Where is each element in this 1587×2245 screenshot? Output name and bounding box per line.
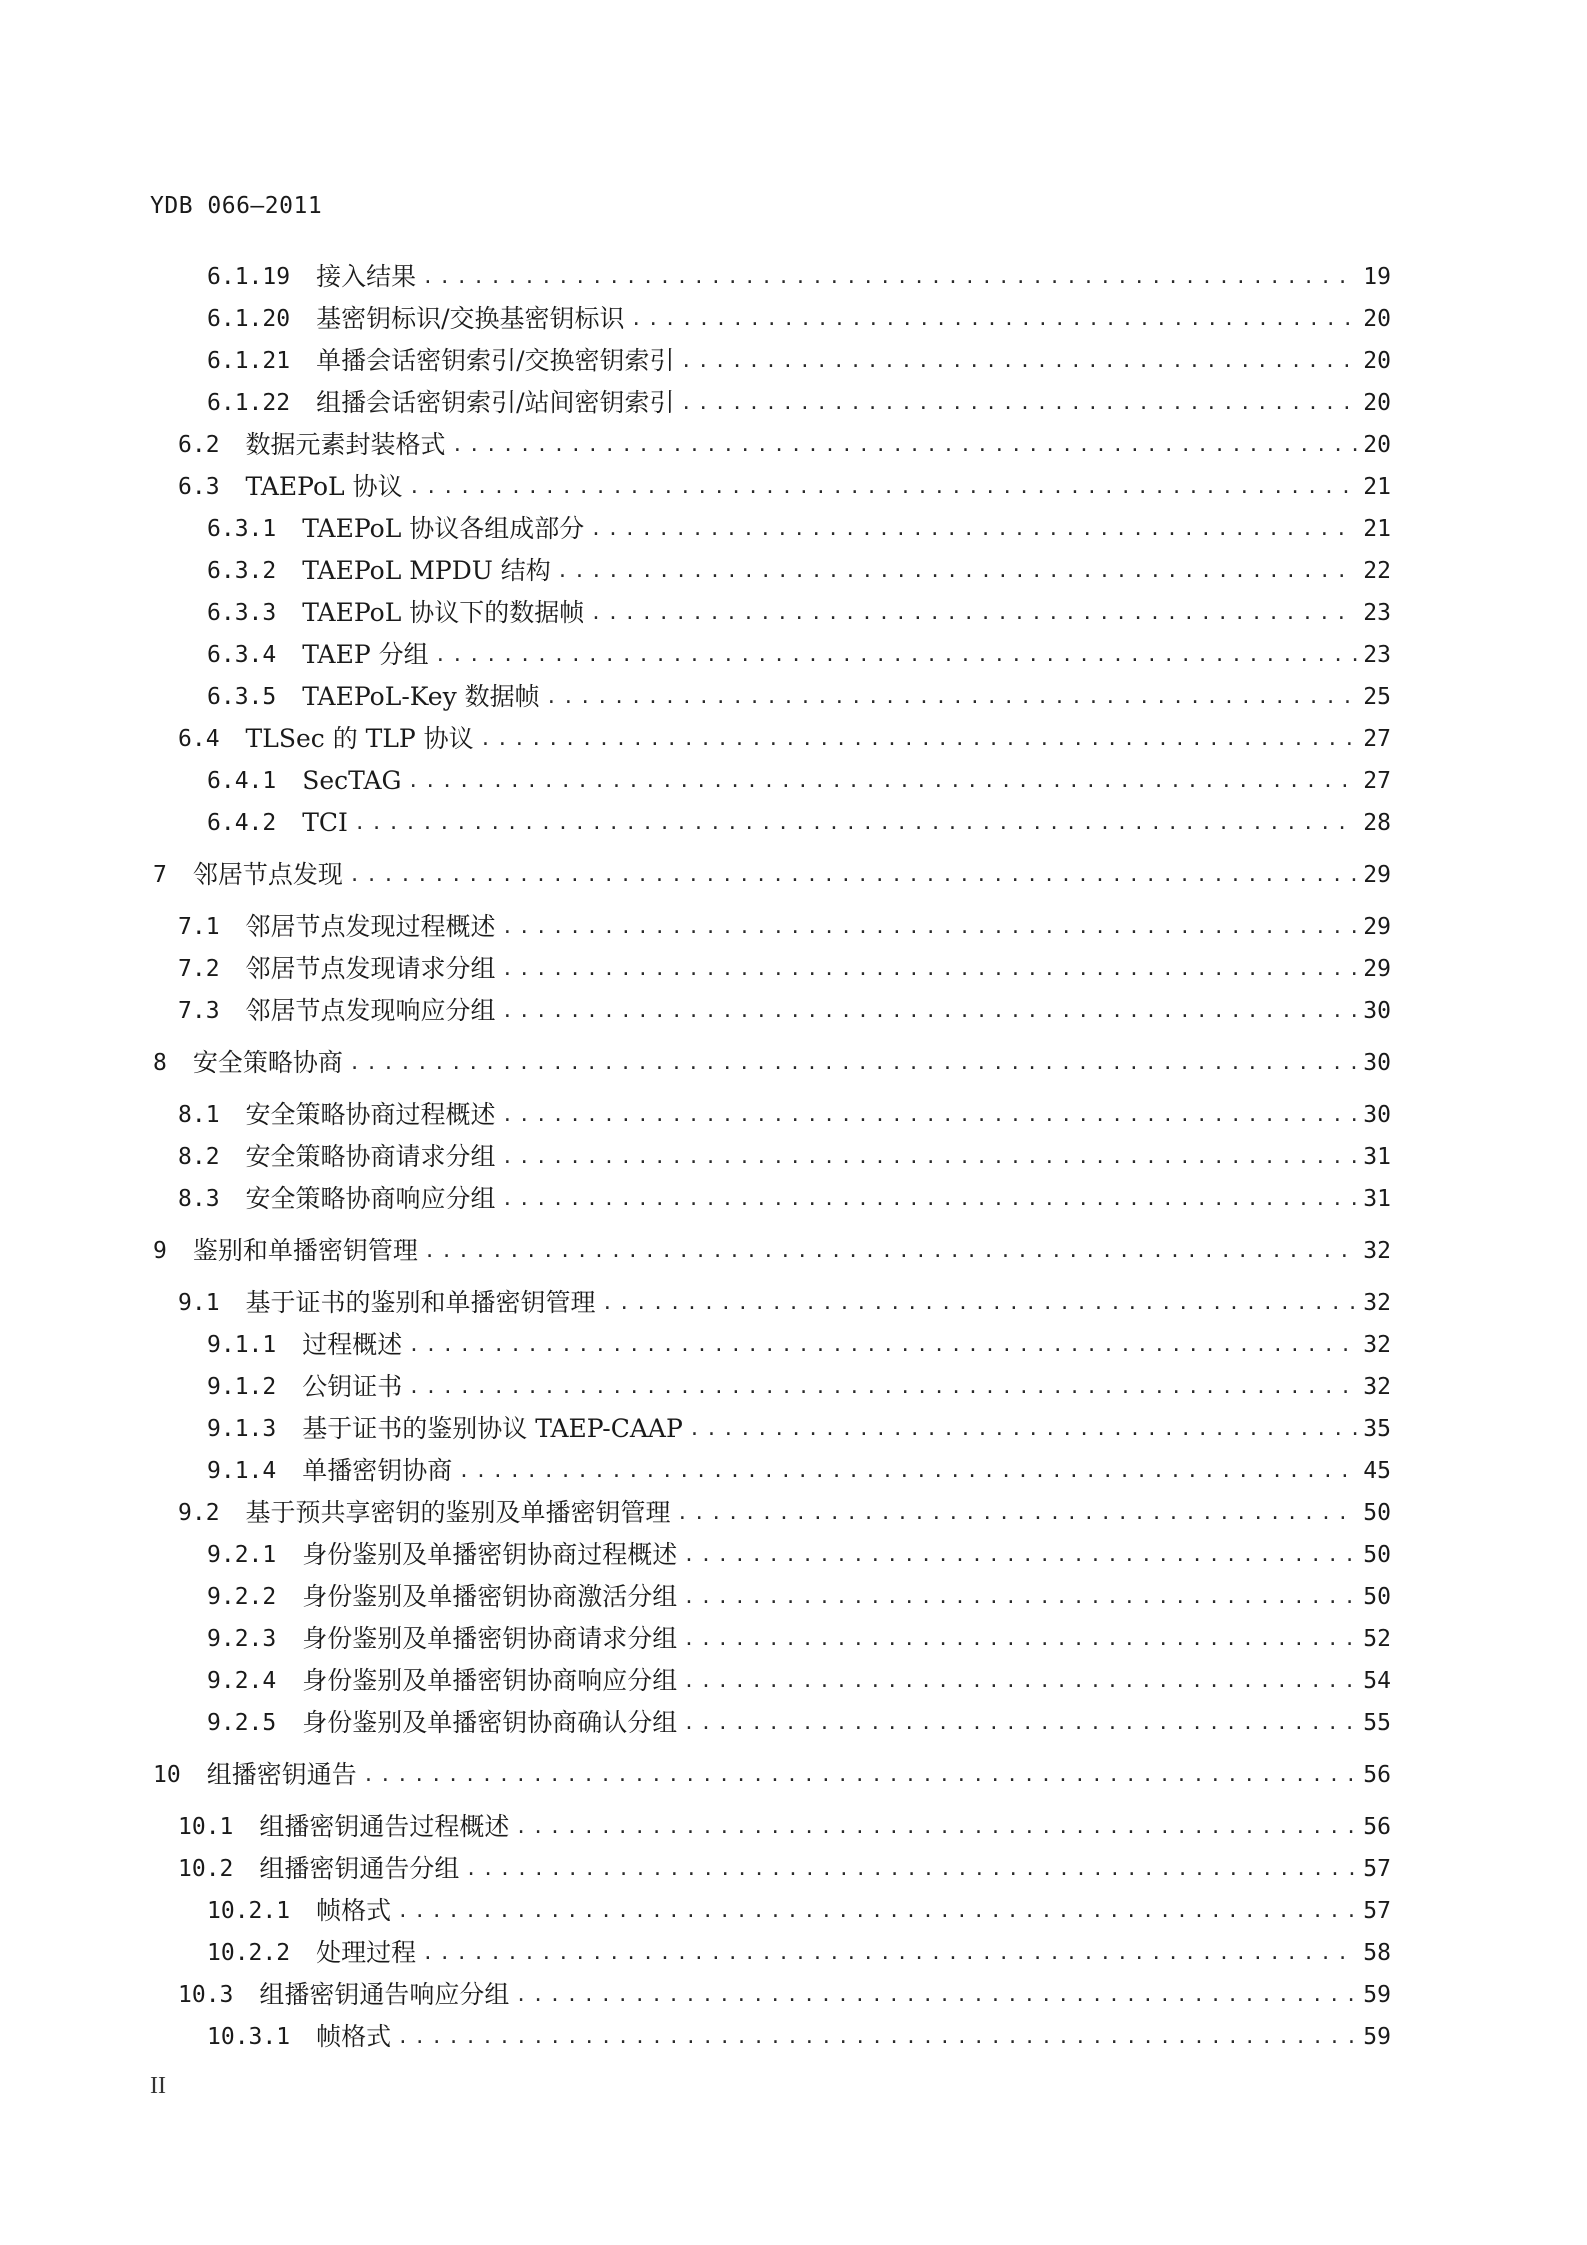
toc-entry[interactable] xyxy=(207,1664,1391,1698)
toc-leader-dots xyxy=(677,1496,1357,1530)
toc-entry-title: TAEPoL-Key 数据帧 xyxy=(302,682,540,711)
toc-entry-title: 邻居节点发现响应分组 xyxy=(245,996,496,1025)
toc-leader-dots xyxy=(452,428,1357,462)
toc-entry-title: 鉴别和单播密钥管理 xyxy=(192,1236,418,1265)
toc-entry[interactable] xyxy=(207,1936,1391,1970)
toc-entry-number: 9.1.2 xyxy=(207,1374,277,1400)
toc-entry[interactable] xyxy=(153,1758,1391,1792)
toc-entry[interactable] xyxy=(207,1622,1391,1656)
toc-leader-dots xyxy=(408,1370,1357,1404)
toc-entry-page: 23 xyxy=(1363,600,1391,626)
toc-leader-dots xyxy=(515,1810,1357,1844)
toc-leader-dots xyxy=(354,806,1357,840)
toc-entry-title: TLSec 的 TLP 协议 xyxy=(245,724,474,753)
toc-entry-title: 安全策略协商请求分组 xyxy=(245,1142,496,1171)
toc-entry-title: 处理过程 xyxy=(316,1938,417,1967)
toc-entry-page: 30 xyxy=(1363,1102,1391,1128)
toc-leader-dots xyxy=(424,1234,1357,1268)
toc-leader-dots xyxy=(363,1758,1357,1792)
toc-entry-title: 组播密钥通告分组 xyxy=(259,1854,460,1883)
toc-entry-number: 6.4 xyxy=(178,726,220,752)
toc-entry[interactable] xyxy=(178,910,1391,944)
toc-entry-page: 29 xyxy=(1363,862,1391,888)
toc-leader-dots xyxy=(683,1664,1357,1698)
toc-entry-number: 6.3.2 xyxy=(207,558,277,584)
toc-leader-dots xyxy=(480,722,1357,756)
toc-entry[interactable] xyxy=(207,512,1391,546)
toc-leader-dots xyxy=(602,1286,1357,1320)
toc-leader-dots xyxy=(631,302,1357,336)
toc-entry-number: 6.2 xyxy=(178,432,220,458)
toc-entry-title: 过程概述 xyxy=(302,1330,403,1359)
toc-entry[interactable] xyxy=(178,994,1391,1028)
toc-entry-title: 安全策略协商 xyxy=(192,1048,343,1077)
toc-entry-title: 帧格式 xyxy=(316,2022,392,2051)
toc-entry[interactable] xyxy=(178,1496,1391,1530)
toc-leader-dots xyxy=(502,952,1357,986)
toc-entry-title: 基于预共享密钥的鉴别及单播密钥管理 xyxy=(245,1498,671,1527)
toc-entry[interactable] xyxy=(207,1894,1391,1928)
toc-leader-dots xyxy=(515,1978,1357,2012)
toc-entry-number: 6.3.1 xyxy=(207,516,277,542)
toc-entry-page: 28 xyxy=(1363,810,1391,836)
toc-entry-page: 45 xyxy=(1363,1458,1391,1484)
toc-entry-page: 50 xyxy=(1363,1500,1391,1526)
document-id-header: YDB 066—2011 xyxy=(150,193,323,219)
toc-entry[interactable] xyxy=(178,428,1391,462)
toc-entry-page: 50 xyxy=(1363,1584,1391,1610)
toc-entry-title: SecTAG xyxy=(302,766,402,795)
toc-entry-title: 单播会话密钥索引/交换密钥索引 xyxy=(316,346,675,375)
toc-entry[interactable] xyxy=(178,1286,1391,1320)
toc-leader-dots xyxy=(502,910,1357,944)
toc-entry-page: 20 xyxy=(1363,390,1391,416)
toc-entry[interactable] xyxy=(153,1234,1391,1268)
toc-leader-dots xyxy=(681,344,1357,378)
toc-entry-title: TAEPoL 协议 xyxy=(245,472,403,501)
toc-entry-title: 单播密钥协商 xyxy=(302,1456,453,1485)
toc-entry-page: 31 xyxy=(1363,1186,1391,1212)
toc-entry[interactable] xyxy=(207,680,1391,714)
toc-entry-page: 54 xyxy=(1363,1668,1391,1694)
toc-entry-number: 6.4.1 xyxy=(207,768,277,794)
toc-entry-page: 57 xyxy=(1363,1898,1391,1924)
toc-entry-number: 9.1.4 xyxy=(207,1458,277,1484)
toc-entry-page: 30 xyxy=(1363,998,1391,1024)
toc-entry[interactable] xyxy=(207,554,1391,588)
toc-entry-page: 31 xyxy=(1363,1144,1391,1170)
toc-leader-dots xyxy=(408,1328,1357,1362)
toc-entry-page: 21 xyxy=(1363,474,1391,500)
toc-entry-title: 邻居节点发现请求分组 xyxy=(245,954,496,983)
toc-entry-title: 身份鉴别及单播密钥协商请求分组 xyxy=(302,1624,678,1653)
toc-leader-dots xyxy=(502,1182,1357,1216)
toc-entry[interactable] xyxy=(207,1328,1391,1362)
toc-entry-number: 10.3.1 xyxy=(207,2024,291,2050)
toc-leader-dots xyxy=(683,1538,1357,1572)
toc-leader-dots xyxy=(683,1622,1357,1656)
toc-entry[interactable] xyxy=(178,1810,1391,1844)
toc-entry-number: 10.2.2 xyxy=(207,1940,291,1966)
toc-entry-title: 帧格式 xyxy=(316,1896,392,1925)
toc-entry[interactable] xyxy=(207,1580,1391,1614)
toc-leader-dots xyxy=(458,1454,1357,1488)
toc-leader-dots xyxy=(397,1894,1357,1928)
toc-entry-title: 数据元素封装格式 xyxy=(245,430,446,459)
toc-entry-number: 9.2 xyxy=(178,1500,220,1526)
toc-entry-title: 基于证书的鉴别和单播密钥管理 xyxy=(245,1288,596,1317)
toc-entry[interactable] xyxy=(207,260,1391,294)
toc-entry[interactable] xyxy=(178,1140,1391,1174)
toc-leader-dots xyxy=(408,764,1357,798)
toc-entry[interactable] xyxy=(207,344,1391,378)
toc-leader-dots xyxy=(689,1412,1357,1446)
toc-entry-number: 6.1.21 xyxy=(207,348,291,374)
toc-entry-title: 身份鉴别及单播密钥协商激活分组 xyxy=(302,1582,678,1611)
toc-entry-number: 6.3 xyxy=(178,474,220,500)
toc-entry[interactable] xyxy=(207,1412,1391,1446)
toc-entry-number: 10.3 xyxy=(178,1982,234,2008)
toc-entry-title: 基于证书的鉴别协议 TAEP-CAAP xyxy=(302,1414,683,1443)
toc-entry[interactable] xyxy=(153,1046,1391,1080)
toc-entry-title: 基密钥标识/交换基密钥标识 xyxy=(316,304,625,333)
toc-entry-page: 20 xyxy=(1363,348,1391,374)
toc-entry-page: 20 xyxy=(1363,306,1391,332)
toc-leader-dots xyxy=(409,470,1357,504)
toc-entry-title: TAEPoL MPDU 结构 xyxy=(302,556,551,585)
toc-entry-page: 27 xyxy=(1363,768,1391,794)
toc-entry-page: 56 xyxy=(1363,1762,1391,1788)
toc-entry-number: 9 xyxy=(153,1238,167,1264)
toc-entry-title: 安全策略协商过程概述 xyxy=(245,1100,496,1129)
toc-entry-page: 32 xyxy=(1363,1332,1391,1358)
toc-entry[interactable] xyxy=(207,638,1391,672)
toc-entry-number: 6.1.20 xyxy=(207,306,291,332)
toc-entry-page: 35 xyxy=(1363,1416,1391,1442)
toc-entry[interactable] xyxy=(178,1852,1391,1886)
toc-entry[interactable] xyxy=(178,952,1391,986)
toc-entry-title: 组播密钥通告响应分组 xyxy=(259,1980,510,2009)
toc-entry-title: 身份鉴别及单播密钥协商确认分组 xyxy=(302,1708,678,1737)
toc-entry-title: 组播会话密钥索引/站间密钥索引 xyxy=(316,388,675,417)
toc-entry-number: 9.2.2 xyxy=(207,1584,277,1610)
toc-entry-number: 6.1.22 xyxy=(207,390,291,416)
toc-entry-title: 组播密钥通告过程概述 xyxy=(259,1812,510,1841)
toc-leader-dots xyxy=(502,994,1357,1028)
toc-entry[interactable] xyxy=(207,596,1391,630)
toc-entry[interactable] xyxy=(178,1098,1391,1132)
toc-entry-number: 8.2 xyxy=(178,1144,220,1170)
toc-entry-page: 50 xyxy=(1363,1542,1391,1568)
toc-entry-title: TAEP 分组 xyxy=(302,640,429,669)
toc-entry-page: 32 xyxy=(1363,1238,1391,1264)
toc-entry-number: 9.1 xyxy=(178,1290,220,1316)
toc-entry-page: 59 xyxy=(1363,2024,1391,2050)
toc-entry-page: 58 xyxy=(1363,1940,1391,1966)
toc-entry-number: 6.3.4 xyxy=(207,642,277,668)
toc-entry-page: 32 xyxy=(1363,1290,1391,1316)
toc-entry-number: 9.1.1 xyxy=(207,1332,277,1358)
toc-entry-number: 8.1 xyxy=(178,1102,220,1128)
toc-entry-number: 7.3 xyxy=(178,998,220,1024)
toc-leader-dots xyxy=(683,1706,1357,1740)
toc-leader-dots xyxy=(422,260,1357,294)
toc-entry-page: 57 xyxy=(1363,1856,1391,1882)
toc-entry-number: 6.3.5 xyxy=(207,684,277,710)
toc-entry-number: 7 xyxy=(153,862,167,888)
toc-entry-title: 邻居节点发现过程概述 xyxy=(245,912,496,941)
toc-entry-number: 9.1.3 xyxy=(207,1416,277,1442)
page-number: II xyxy=(150,2073,166,2099)
toc-entry-number: 9.2.3 xyxy=(207,1626,277,1652)
toc-entry-number: 6.1.19 xyxy=(207,264,291,290)
toc-entry-title: 邻居节点发现 xyxy=(192,860,343,889)
toc-entry-title: 公钥证书 xyxy=(302,1372,403,1401)
toc-entry-title: 身份鉴别及单播密钥协商响应分组 xyxy=(302,1666,678,1695)
toc-leader-dots xyxy=(590,512,1357,546)
toc-entry[interactable] xyxy=(178,722,1391,756)
toc-entry-page: 59 xyxy=(1363,1982,1391,2008)
toc-leader-dots xyxy=(465,1852,1357,1886)
toc-leader-dots xyxy=(422,1936,1357,1970)
toc-entry-number: 10.2 xyxy=(178,1856,234,1882)
toc-entry[interactable] xyxy=(207,2020,1391,2054)
toc-entry-number: 9.2.5 xyxy=(207,1710,277,1736)
toc-entry-number: 9.2.4 xyxy=(207,1668,277,1694)
toc-entry[interactable] xyxy=(178,1182,1391,1216)
toc-entry-title: 接入结果 xyxy=(316,262,417,291)
toc-entry-number: 10 xyxy=(153,1762,181,1788)
toc-entry-page: 19 xyxy=(1363,264,1391,290)
toc-entry-number: 10.2.1 xyxy=(207,1898,291,1924)
toc-entry-title: TAEPoL 协议各组成部分 xyxy=(302,514,585,543)
toc-leader-dots xyxy=(502,1140,1357,1174)
toc-entry-title: TCI xyxy=(302,808,348,837)
toc-entry-title: 身份鉴别及单播密钥协商过程概述 xyxy=(302,1540,678,1569)
toc-entry-title: 组播密钥通告 xyxy=(206,1760,357,1789)
toc-entry-number: 7.2 xyxy=(178,956,220,982)
toc-leader-dots xyxy=(435,638,1357,672)
toc-entry-page: 32 xyxy=(1363,1374,1391,1400)
toc-entry-number: 10.1 xyxy=(178,1814,234,1840)
toc-entry-page: 30 xyxy=(1363,1050,1391,1076)
toc-entry[interactable] xyxy=(178,1978,1391,2012)
toc-leader-dots xyxy=(397,2020,1357,2054)
toc-leader-dots xyxy=(349,1046,1357,1080)
toc-entry-page: 52 xyxy=(1363,1626,1391,1652)
toc-entry[interactable] xyxy=(207,1706,1391,1740)
toc-entry[interactable] xyxy=(178,470,1391,504)
toc-entry[interactable] xyxy=(207,386,1391,420)
toc-entry-number: 6.4.2 xyxy=(207,810,277,836)
toc-entry[interactable] xyxy=(207,806,1391,840)
toc-entry-number: 9.2.1 xyxy=(207,1542,277,1568)
toc-entry-page: 56 xyxy=(1363,1814,1391,1840)
toc-leader-dots xyxy=(590,596,1357,630)
toc-entry[interactable] xyxy=(207,302,1391,336)
toc-entry-page: 22 xyxy=(1363,558,1391,584)
toc-leader-dots xyxy=(683,1580,1357,1614)
toc-entry-number: 6.3.3 xyxy=(207,600,277,626)
toc-entry[interactable] xyxy=(207,764,1391,798)
toc-entry[interactable] xyxy=(153,858,1391,892)
toc-leader-dots xyxy=(546,680,1357,714)
toc-entry-page: 20 xyxy=(1363,432,1391,458)
toc-entry-page: 55 xyxy=(1363,1710,1391,1736)
toc-entry[interactable] xyxy=(207,1370,1391,1404)
toc-entry-page: 25 xyxy=(1363,684,1391,710)
toc-leader-dots xyxy=(557,554,1357,588)
toc-leader-dots xyxy=(349,858,1357,892)
toc-entry-page: 21 xyxy=(1363,516,1391,542)
toc-entry-title: 安全策略协商响应分组 xyxy=(245,1184,496,1213)
toc-entry-page: 23 xyxy=(1363,642,1391,668)
toc-leader-dots xyxy=(681,386,1357,420)
toc-entry-number: 7.1 xyxy=(178,914,220,940)
toc-entry-number: 8.3 xyxy=(178,1186,220,1212)
toc-entry-page: 27 xyxy=(1363,726,1391,752)
toc-entry-title: TAEPoL 协议下的数据帧 xyxy=(302,598,585,627)
toc-entry-page: 29 xyxy=(1363,956,1391,982)
toc-leader-dots xyxy=(502,1098,1357,1132)
toc-entry-number: 8 xyxy=(153,1050,167,1076)
toc-entry[interactable] xyxy=(207,1454,1391,1488)
toc-entry[interactable] xyxy=(207,1538,1391,1572)
toc-entry-page: 29 xyxy=(1363,914,1391,940)
